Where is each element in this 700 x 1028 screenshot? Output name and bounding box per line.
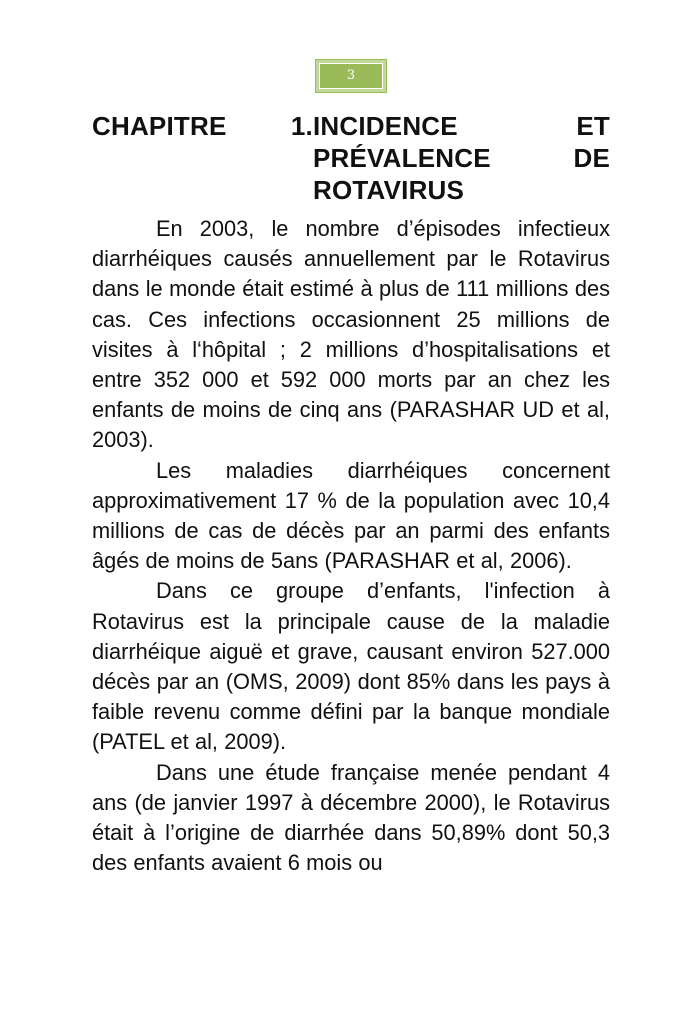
page-content [92,110,610,878]
paragraph-2: Les maladies diarrhéiques concernent approximativement 17 % de la population avec 10,4 millions de cas de décès par an parmi des enfants âgés de moins de 5ans (PARASHAR et al, 2006). [92,457,610,574]
page-number-badge [315,59,387,93]
chapter-title: INCIDENCE ET PRÉVALENCE DE ROTAVIRUS [313,111,610,205]
chapter-heading [92,110,610,206]
paragraph-1: En 2003, le nombre d’épisodes infectieux diarrhéiques causés annuellement par le Rotavirus dans le monde était estimé à plus de 111 millions des cas. Ces infections occasionnent 25 millions de visites à l‘hôpital ; 2 millions d’hospitalisations et entre 352 000 et 592 000 morts par an chez les enfants de moins de cinq ans (PARASHAR UD et al, 2003). [92,216,610,453]
paragraph-4: Dans une étude française menée pendant 4 ans (de janvier 1997 à décembre 2000), le Rotavirus était à l’origine de diarrhée dans 50,89% dont 50,3 des enfants avaient 6 mois ou [92,759,610,876]
paragraph-3: Dans ce groupe d’enfants, l'infection à Rotavirus est la principale cause de la maladie diarrhéique aiguë et grave, causant environ 527.000 décès par an (OMS, 2009) dont 85% dans les pays à faible revenu comme défini par la banque mondiale (PATEL et al, 2009). [92,578,610,755]
chapter-label: CHAPITRE 1. [92,111,313,141]
page-number: 3 [319,63,383,89]
